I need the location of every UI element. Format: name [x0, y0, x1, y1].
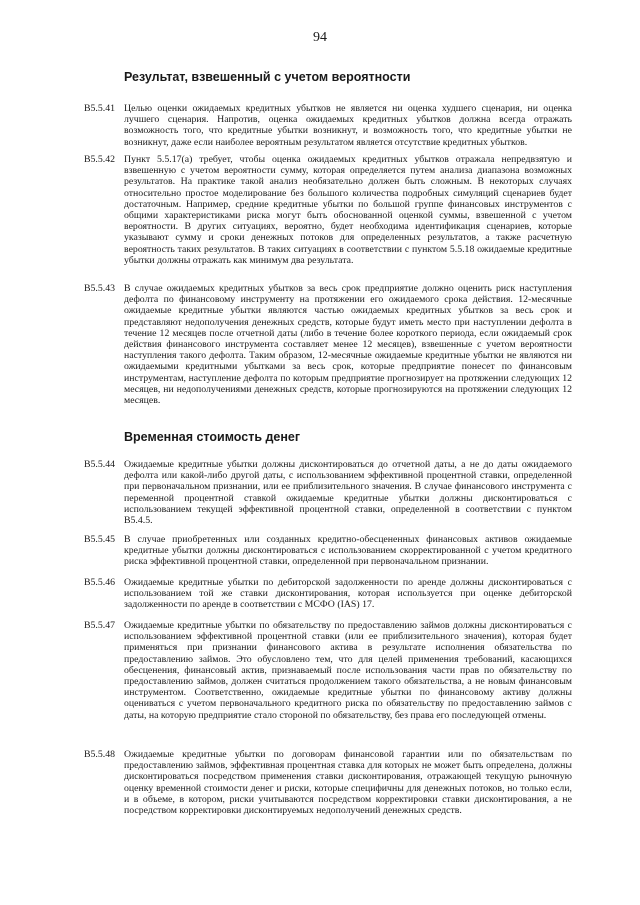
paragraph-b5-5-42 [84, 154, 572, 266]
paragraph-number: B5.5.46 [84, 577, 116, 588]
paragraph-number: B5.5.47 [84, 620, 116, 631]
paragraph-b5-5-41 [84, 103, 572, 148]
paragraph-text: Целью оценки ожидаемых кредитных убытков не является ни оценка худшего сценария, ни оценка лучшего сценария. Напротив, оценка ожидаемых кредитных убытков должна всегда отражать возможность того, что кредитные убытки возникнут, и возможность того, что кредитные убытки не возникнут, даже если наиболее вероятным результатом является отсутствие кредитных убытков. [124, 103, 572, 148]
paragraph-b5-5-48 [84, 749, 572, 816]
paragraph-number: B5.5.45 [84, 534, 116, 545]
paragraph-b5-5-46 [84, 577, 572, 611]
page-number: 94 [313, 30, 327, 45]
paragraph-number: B5.5.48 [84, 749, 116, 760]
section-heading-probability-weighted: Результат, взвешенный с учетом вероятности [124, 70, 411, 84]
paragraph-b5-5-47 [84, 620, 572, 721]
paragraph-b5-5-43 [84, 283, 572, 406]
paragraph-text: Ожидаемые кредитные убытки по обязательству по предоставлению займов должны дисконтироваться с использованием эффективной процентной ставки (или ее приблизительного значения), которая будет применяться при признании финансового актива в результате исполнения обязательства по предоставлению займов. Это обусловлено тем, что для целей применения требований, касающихся обесценения, финансовый актив, признаваемый после использования части прав по обязательству по предоставлению займов, должен считаться продолжением такого обязательства, а не новым финансовым инструментом. Соответственно, ожидаемые кредитные убытки по финансовому активу должны оцениваться с учетом первоначального кредитного риска по обязательству по предоставлению займов с даты, на которую предприятие стало стороной по обязательству, без права его последующей отмены. [124, 620, 572, 721]
paragraph-text: В случае ожидаемых кредитных убытков за весь срок предприятие должно оценить риск наступления дефолта по финансовому инструменту на протяжении его ожидаемого срока действия. 12-месячные ожидаемые кредитные убытки являются частью ожидаемых кредитных убытков за весь срок и представляют недополучения денежных средств, которые будут иметь место при наступлении дефолта в течение 12 месяцев после отчетной даты (либо в течение более короткого периода, если ожидаемый срок действия финансового инструмента составляет менее 12 месяцев), взвешенные с учетом вероятности наступления такого дефолта. Таким образом, 12-месячные ожидаемые кредитные убытки не являются ни ожидаемыми кредитными убытками за весь срок, которые предприятие понесет по финансовым инструментам, наступление дефолта по которым предприятие прогнозирует на протяжении следующих 12 месяцев, ни недополучениями денежных средств, которые прогнозируются на протяжении следующих 12 месяцев. [124, 283, 572, 407]
paragraph-b5-5-44 [84, 459, 572, 526]
paragraph-text: В случае приобретенных или созданных кредитно-обесцененных финансовых активов ожидаемые кредитные убытки должны дисконтироваться с использованием скорректированной с учетом кредитного риска эффективной процентной ставки, определенной при первоначальном признании. [124, 534, 572, 568]
paragraph-number: B5.5.44 [84, 459, 116, 470]
paragraph-number: B5.5.43 [84, 283, 116, 294]
paragraph-text: Пункт 5.5.17(a) требует, чтобы оценка ожидаемых кредитных убытков отражала непредвзятую и взвешенную с учетом вероятности сумму, которая определяется путем анализа диапазона возможных результатов. На практике такой анализ необязательно должен быть сложным. В некоторых случаях относительно простое моделирование без большого количества подробных симуляций сценариев будет достаточным. Например, средние кредитные убытки по большой группе финансовых инструментов с общими характеристиками риска могут быть обоснованной оценкой суммы, взвешенной с учетом вероятности. В других ситуациях, вероятно, будет необходима идентификация сценариев, которые указывают сумму и сроки денежных потоков для определенных результатов, а также расчетную вероятность таких результатов. В таких ситуациях в соответствии с пунктом 5.5.18 ожидаемые кредитные убытки должны отражать как минимум два результата. [124, 154, 572, 266]
paragraph-text: Ожидаемые кредитные убытки должны дисконтироваться до отчетной даты, а не до даты ожидаемого дефолта или какой-либо другой даты, с использованием эффективной процентной ставки, определенной при первоначальном признании, или ее приблизительного значения. В случае финансового инструмента с переменной процентной ставкой ожидаемые кредитные убытки должны дисконтироваться с использованием текущей эффективной процентной ставки, определенной в соответствии с пунктом B5.4.5. [124, 459, 572, 527]
section-heading-time-value: Временная стоимость денег [124, 430, 301, 444]
paragraph-text: Ожидаемые кредитные убытки по договорам финансовой гарантии или по обязательствам по предоставлению займов, эффективная процентная ставка для которых не может быть определена, должны дисконтироваться посредством применения ставки дисконтирования, отражающей текущую рыночную оценку временной стоимости денег и риски, которые специфичны для денежных потоков, но только если, и в объеме, в котором, риски учитываются посредством корректировки ставки дисконтирования, а не посредством корректировки дисконтируемых недополучений денежных средств. [124, 749, 572, 817]
paragraph-b5-5-45 [84, 534, 572, 568]
paragraph-number: B5.5.41 [84, 103, 116, 114]
paragraph-number: B5.5.42 [84, 154, 116, 165]
paragraph-text: Ожидаемые кредитные убытки по дебиторской задолженности по аренде должны дисконтироваться с использованием той же ставки дисконтирования, которая используется при оценке дебиторской задолженности по аренде в соответствии с МСФО (IAS) 17. [124, 577, 572, 611]
